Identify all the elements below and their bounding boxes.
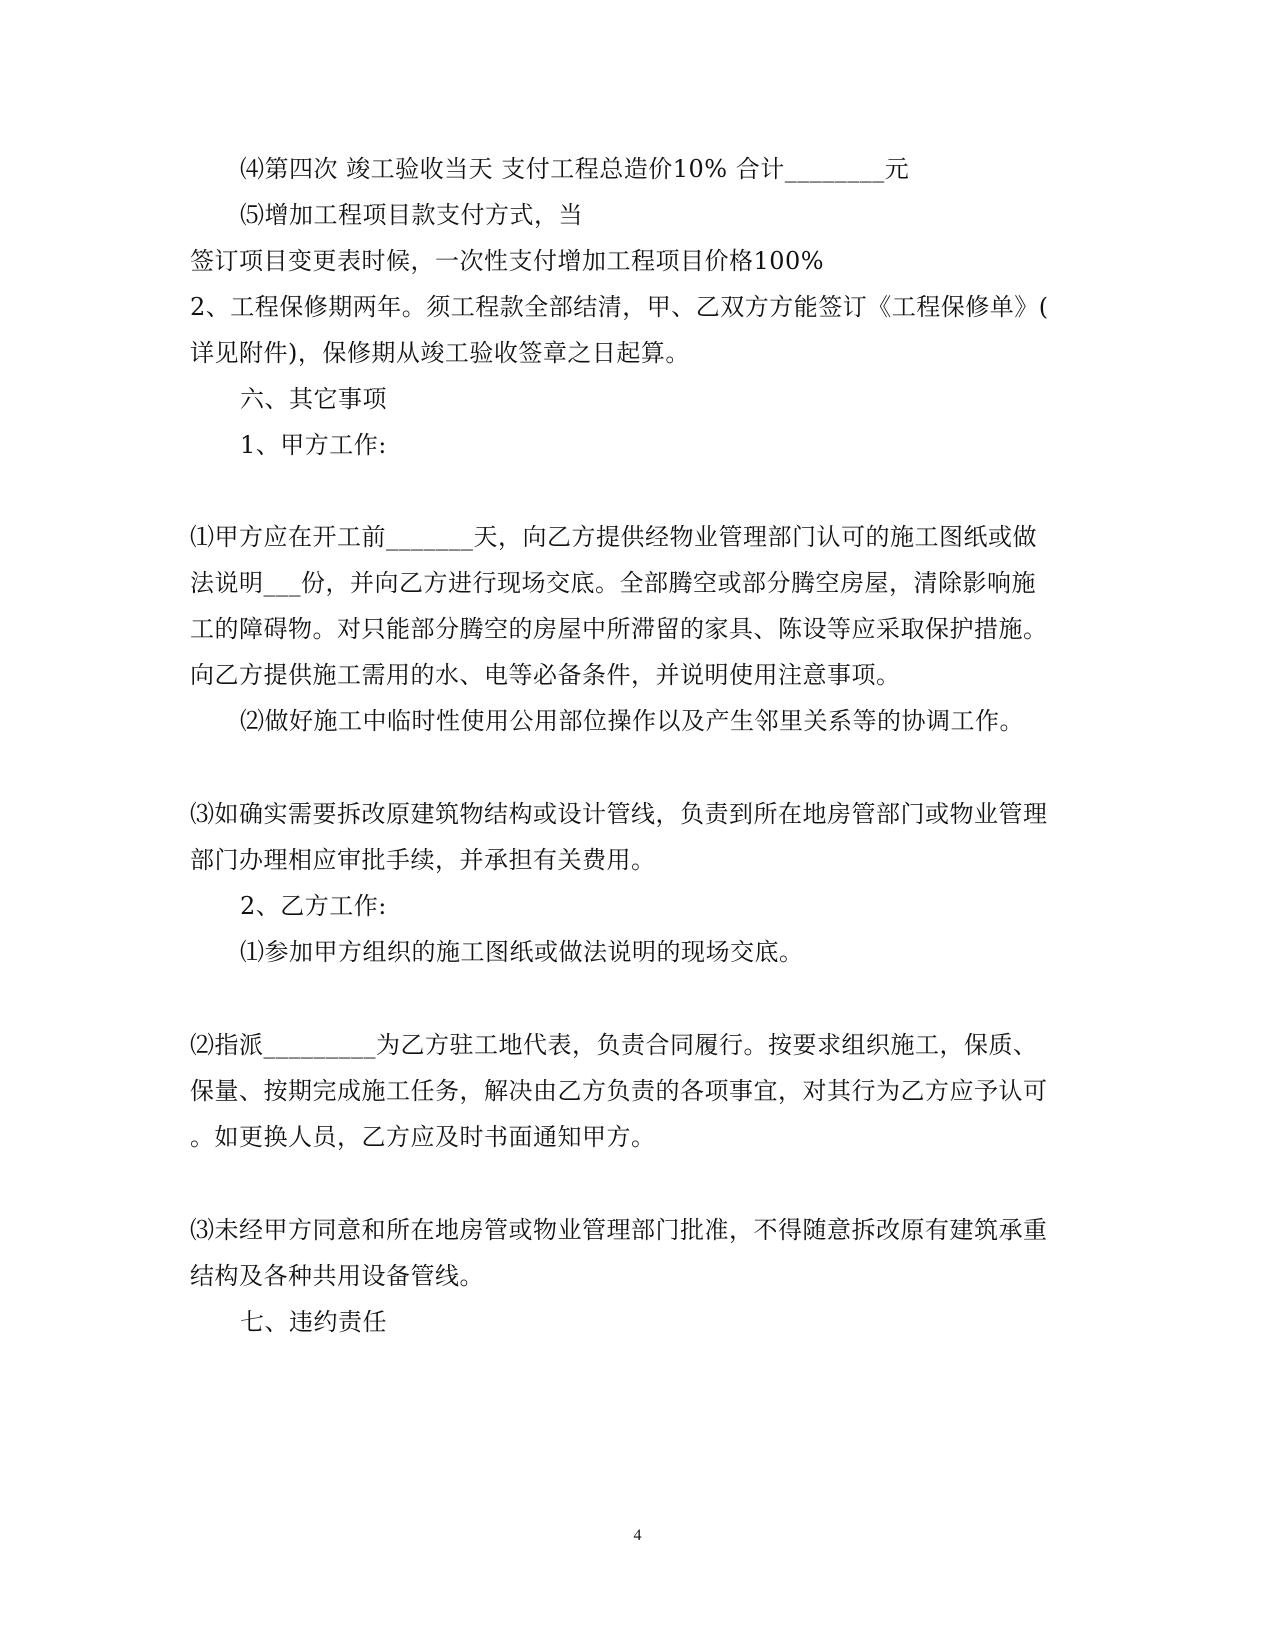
section-heading: 六、其它事项 [240, 385, 387, 413]
text-line: 结构及各种共用设备管线。 [190, 1262, 484, 1290]
text-line: ⑶如确实需要拆改原建筑物结构或设计管线，负责到所在地房管部门或物业管理 [190, 800, 1048, 828]
section-heading: 七、违约责任 [240, 1308, 387, 1336]
text-line: 。如更换人员，乙方应及时书面通知甲方。 [190, 1123, 656, 1151]
text-line: 向乙方提供施工需用的水、电等必备条件，并说明使用注意事项。 [190, 661, 901, 689]
text-line: 签订项目变更表时候，一次性支付增加工程项目价格100% [190, 247, 825, 275]
text-line: 工的障碍物。对只能部分腾空的房屋中所滞留的家具、陈设等应采取保护措施。 [190, 615, 1048, 643]
text-line: ⑷第四次 竣工验收当天 支付工程总造价10% 合计________元 [240, 155, 910, 183]
page-number: 4 [633, 1527, 642, 1544]
text-line: 法说明___份，并向乙方进行现场交底。全部腾空或部分腾空房屋，清除影响施 [190, 569, 1036, 597]
subsection-heading: 2、乙方工作: [240, 892, 387, 920]
text-line: 详见附件)，保修期从竣工验收签章之日起算。 [190, 339, 690, 367]
text-line: ⑵指派_________为乙方驻工地代表，负责合同履行。按要求组织施工，保质、 [190, 1031, 1038, 1059]
text-line: ⑴甲方应在开工前_______天，向乙方提供经物业管理部门认可的施工图纸或做 [190, 523, 1037, 551]
text-line: ⑵做好施工中临时性使用公用部位操作以及产生邻里关系等的协调工作。 [240, 707, 1024, 735]
text-line: ⑴参加甲方组织的施工图纸或做法说明的现场交底。 [240, 938, 804, 966]
text-line: ⑶未经甲方同意和所在地房管或物业管理部门批准，不得随意拆改原有建筑承重 [190, 1216, 1048, 1244]
text-line: 部门办理相应审批手续，并承担有关费用。 [190, 846, 656, 874]
subsection-heading: 1、甲方工作: [240, 431, 387, 459]
text-line: 保量、按期完成施工任务，解决由乙方负责的各项事宜，对其行为乙方应予认可 [190, 1077, 1048, 1105]
text-line: 2、工程保修期两年。须工程款全部结清，甲、乙双方方能签订《工程保修单》( [190, 293, 1049, 321]
text-line: ⑸增加工程项目款支付方式，当 [240, 201, 583, 229]
